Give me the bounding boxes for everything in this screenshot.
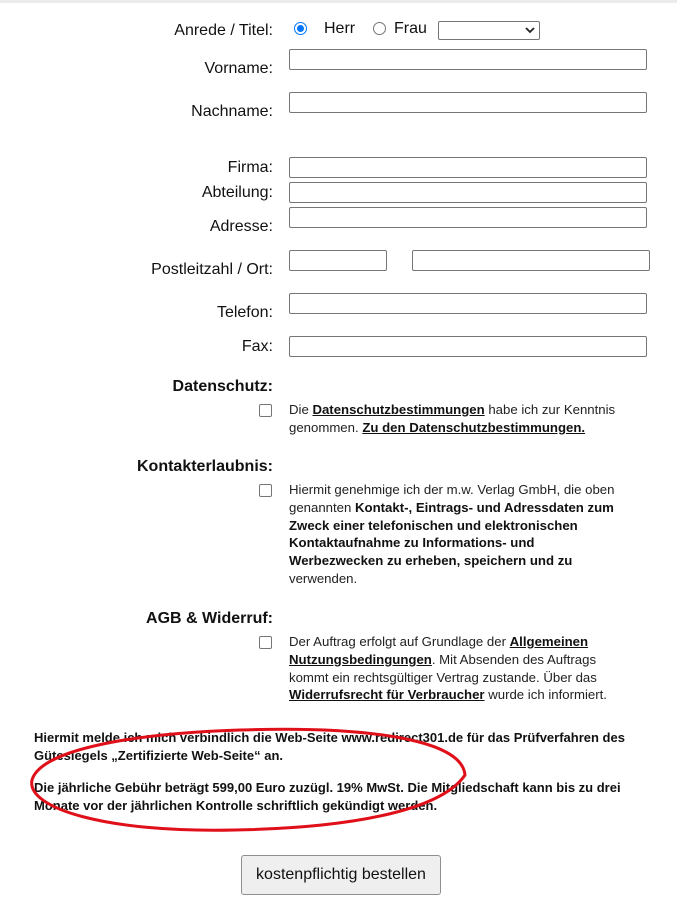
datenschutz-text: Die Datenschutzbestimmungen habe ich zur Kenntnis genommen. Zu den Datenschutzbestimmungen.	[289, 402, 616, 435]
radio-frau-label: Frau	[394, 20, 427, 37]
datenschutz-page-link[interactable]: Zu den Datenschutzbestimmungen.	[362, 419, 586, 435]
title-select[interactable]	[438, 21, 540, 40]
heading-datenschutz: Datenschutz:	[172, 378, 273, 395]
widerrufsrecht-link[interactable]: Widerrufsrecht für Verbraucher	[289, 687, 485, 703]
nachname-input[interactable]	[289, 92, 647, 113]
plz-input[interactable]	[289, 250, 387, 271]
ort-input[interactable]	[412, 250, 650, 271]
telefon-input[interactable]	[289, 293, 647, 314]
label-salutation: Anrede / Titel:	[174, 22, 273, 39]
kontakterlaubnis-checkbox[interactable]	[259, 484, 272, 497]
registration-notice: Hiermit melde ich mich verbindlich die Web-Seite www.redirect301.de für das Prüfverfahren des Gütesiegels „Zertifizierte Web-Seite“ an.	[34, 730, 625, 763]
fee-notice: Die jährliche Gebühr beträgt 599,00 Euro zuzügl. 19% MwSt. Die Mitgliedschaft kann bis zu drei Monate vor der jährlichen Kontrolle schriftlich gekündigt werden.	[34, 780, 621, 813]
datenschutz-checkbox[interactable]	[259, 404, 272, 417]
label-plz-ort: Postleitzahl / Ort:	[151, 261, 273, 278]
radio-herr-label: Herr	[324, 20, 356, 37]
nutzungsbedingungen-link[interactable]: Allgemeinen Nutzungsbedingungen	[289, 634, 589, 667]
label-nachname: Nachname:	[191, 103, 273, 120]
label-vorname: Vorname:	[204, 60, 273, 77]
agb-checkbox[interactable]	[259, 636, 272, 649]
label-fax: Fax:	[241, 338, 273, 355]
heading-agb: AGB & Widerruf:	[146, 610, 273, 627]
label-adresse: Adresse:	[209, 218, 273, 235]
radio-frau[interactable]	[373, 22, 386, 35]
heading-kontakterlaubnis: Kontakterlaubnis:	[136, 458, 273, 475]
top-border	[0, 0, 677, 3]
kontakterlaubnis-text: Hiermit genehmige ich der m.w. Verlag GmbH, die oben genannten Kontakt-, Eintrags- und Adressdaten zum Zweck einer telefonischen und elektronischen Kontaktaufnahme zu Informations- und Werbezwecken zu erheben, speichern und zu verwenden.	[289, 482, 615, 586]
adresse-input[interactable]	[289, 207, 647, 228]
datenschutz-link[interactable]: Datenschutzbestimmungen	[312, 402, 485, 417]
fax-input[interactable]	[289, 336, 647, 357]
firma-input[interactable]	[289, 157, 647, 178]
label-abteilung: Abteilung:	[201, 184, 273, 201]
chevron-down-icon	[524, 24, 536, 36]
label-telefon: Telefon:	[216, 304, 273, 321]
abteilung-input[interactable]	[289, 182, 647, 203]
radio-herr[interactable]	[294, 22, 307, 35]
vorname-input[interactable]	[289, 49, 647, 70]
label-firma: Firma:	[227, 159, 273, 176]
order-button[interactable]: kostenpflichtig bestellen	[241, 855, 441, 895]
agb-text: Der Auftrag erfolgt auf Grundlage der Allgemeinen Nutzungsbedingungen. Mit Absenden des Auftrags kommt ein rechtsgültiger Vertrag zustande. Über das Widerrufsrecht für Verbraucher wurde ich informiert.	[289, 634, 607, 703]
